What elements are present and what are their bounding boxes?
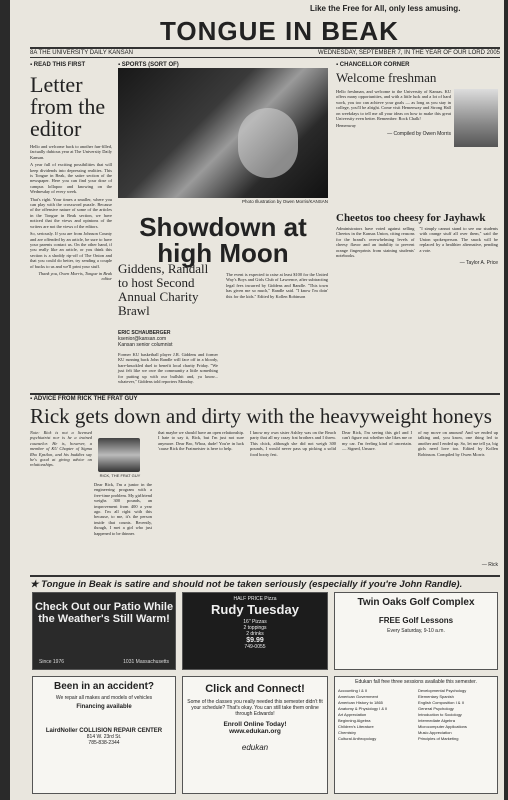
feature-photo — [118, 68, 328, 198]
letter-signature: Thank you, Owen Morris, Tongue in Beak editor — [38, 270, 112, 282]
feature-story — [118, 62, 328, 385]
patio-ad-address: 1031 Massachusetts — [123, 659, 169, 665]
masthead-title: TONGUE IN BEAK — [160, 16, 399, 46]
rick-signature: — Rick — [481, 562, 498, 568]
course-item: Beginning Algebra — [338, 718, 371, 723]
accident-ad-shop: LairdNoller COLLISION REPAIR CENTER — [45, 728, 163, 734]
chancellor-body: Hello freshman, and welcome to the University of Kansas. KU offers many opportunities, and with a little luck and a lot of hard work, you too can achieve your goals — as long as you stay in college, you'll be alright. Come visit Hemenway and Strong Hall on weekdays to tell me all your ideas on how to make this great University even better. Remember: Rock Chalk! — [336, 89, 451, 122]
rudy-ad-phone: 749-0055 — [244, 644, 266, 650]
dateline-right: WEDNESDAY, SEPTEMBER 7, IN THE YEAR OF OUR LORD 2005 — [318, 50, 500, 56]
ads-banner: ★ Tongue in Beak is satire and should not be taken seriously (especially if you're John Randle). — [30, 575, 500, 590]
course-item: Elementary Spanish — [418, 694, 454, 699]
course-item: Accounting I & II — [338, 688, 368, 693]
portrait-label: Hemenway — [336, 123, 356, 129]
rick-col-1: Dear Rick, I'm a junior in the engineering program with a free-time problem. My girlfriend weighs 300 pounds, an improvement from 400 a year ago. I'm all right with this because, to me, it's the person inside that counts. Recently, though, I met a girl who just happened to be thinner. — [94, 482, 152, 536]
course-list-ad — [334, 676, 498, 794]
golf-ad-title: Twin Oaks Golf Complex — [357, 597, 475, 608]
feature-headline: Showdown at high Moon — [139, 212, 307, 268]
patio-ad-title: Check Out our Patio While the Weather's Still Warm! — [34, 601, 174, 625]
rudy-ad-small: HALF PRICE Pizza — [233, 596, 277, 602]
course-list-header: Edukan fall free three sessions available this semester. — [355, 679, 477, 685]
rick-col-4: Dear Rick, I'm seeing this girl and I can't figure out whether she likes me or my car. I'm feeling kind of uncertain. — Signed, Unsure. — [342, 430, 412, 452]
chancellor-column — [336, 62, 498, 147]
rudy-ad[interactable] — [182, 592, 328, 670]
click-ad-logo: edukan — [241, 743, 269, 752]
byline-name: ERIC SCHAUBERGER — [118, 330, 171, 336]
course-item: Developmental Psychology — [418, 688, 467, 693]
click-ad-enroll: Enroll Online Today! — [223, 721, 287, 728]
letter-column — [30, 62, 112, 390]
letter-section-label: ▪ READ THIS FIRST — [30, 62, 86, 68]
player-silhouette — [238, 108, 298, 178]
course-item: American History to 1865 — [338, 700, 383, 705]
course-list — [335, 685, 497, 745]
accident-ad-financing: Financing available — [76, 704, 132, 710]
course-item: Children's Literature — [338, 724, 374, 729]
click-ad-url[interactable]: www.edukan.org — [229, 728, 281, 735]
rudy-ad-price: $9.99 — [246, 637, 264, 644]
feature-col-2: The event is expected to raise at least $100 for the United Way's Boys and Girls Club of Lawrence, after subtracting legal fees incurred by Giddens and Randle. "This town has given me so much," Randle said. "I know I'm doin' this for the kids." Edited by Kollen Robinson — [226, 272, 328, 299]
byline-desk: Kansan senior columnist — [118, 342, 173, 348]
feature-section-label: ▪ SPORTS (SORT OF) — [118, 62, 179, 68]
patio-ad-since: Since 1976 — [39, 659, 65, 665]
cheetos-title: Cheetos too cheesy for Jayhawk — [336, 212, 486, 224]
letter-title: Letter from the editor — [30, 72, 106, 141]
feature-subhead: Giddens, Randall to host Second Annual Charity Brawl — [118, 261, 209, 318]
rick-headline: Rick gets down and dirty with the heavyweight honeys — [30, 404, 492, 428]
chancellor-title: Welcome freshman — [336, 70, 437, 85]
course-item: Microcomputer Applications — [418, 724, 467, 729]
rick-intro: Note: Rick is not a licensed psychiatrist nor is he a trained counselor. He is, however, a member of KU Chapter of Sigma Rho Epsilon, and his buddies say he's good at giving advice on relationships. — [30, 430, 92, 468]
rudy-ad-title: Rudy Tuesday — [211, 602, 299, 617]
golf-ad[interactable] — [334, 592, 498, 670]
course-item: Music Appreciation — [418, 730, 452, 735]
rudy-ad-item: 16" Pizzas — [243, 619, 267, 625]
rick-photo — [98, 438, 140, 472]
cheetos-columns — [336, 226, 498, 258]
chancellor-portrait — [454, 89, 498, 147]
rick-col-2: that maybe we should have an open relationship. I hate to say it, Rick, but I'm just not sure anymore. Dear Bro, Whoa, dude! You're in luck 'cause Rick the Fratmeister is here to help. — [158, 430, 244, 452]
cheetos-col-2: "I simply cannot stand to see our students with orange stuff all over them," said the Union spokesperson. The snack will be replaced by a healthier alternative, pending a vote. — [419, 226, 498, 253]
course-item: Chemistry — [338, 730, 357, 735]
tagline: Like the Free for All, only less amusing. — [310, 4, 461, 13]
rick-col-3: I know my own sister Ashley was on the Beach party that all my crazy frat brothers and I threw. This chick, although she did not weigh 300 pounds, I would never pass up picking a solid food booty fest. — [250, 430, 336, 457]
course-item: Principles of Marketing — [418, 736, 459, 741]
rudy-ad-item: 2 toppings — [243, 625, 267, 631]
dateline — [30, 47, 500, 58]
accident-ad[interactable] — [32, 676, 176, 794]
click-ad-body: Some of the classes you really needed this semester didn't fit your schedule? That's okay. You can still take them online through Edwards! — [187, 699, 323, 717]
course-item: Intermediate Algebra — [418, 718, 455, 723]
click-connect-ad[interactable] — [182, 676, 328, 794]
golf-ad-detail: Every Saturday, 9-10 a.m. — [387, 628, 445, 634]
feature-col-1: Former KU basketball player J.R. Giddens and former KU running back John Randle will face off in a bloody, bare-knuckled duel to benefit local charity Friday. "We just felt like we owe the community a little something for putting up with our bullshit and, ya know... whatever," Giddens told reporters Monday. — [118, 352, 218, 385]
rick-photo-caption: RICK, THE FRAT GUY — [99, 473, 141, 478]
course-item: General Psychology — [418, 706, 454, 711]
photo-credit: Photo Illustration by Owen Morris/KANSAN — [241, 199, 328, 204]
letter-paragraph: That's right. Your times a smaller, where you can play with the crossword puzzle. Because of the offensive nature of some of the articles in the Tongue in Beak section, we have noticed that the views and opinions of the writers are not the views of the editors. — [30, 196, 112, 229]
letter-body — [30, 144, 112, 282]
click-ad-title: Click and Connect! — [205, 683, 305, 695]
dateline-left: 8A THE UNIVERSITY DAILY KANSAN — [30, 50, 133, 56]
accident-ad-title: Been in an accident? — [53, 681, 155, 692]
rudy-ad-item: 2 drinks — [246, 631, 264, 637]
letter-paragraph: So, seriously. If you are from Johnson County and are offended by an article, be sure to have your parents contact us. On the other hand, if you really like an article, or you think this section is a shoddy rip-off of The Onion and that you could do better, try sending a couple of bucks to us and we'll print your stuff. — [30, 231, 112, 269]
course-item: English Composition I & II — [418, 700, 464, 705]
accident-ad-line: We repair all makes and models of vehicles — [55, 695, 153, 701]
letter-paragraph: A year full of exciting possibilities that will keep dividends into depressing realities. This is Tongue in Beak, the satire section of the newspaper. Here you can find your dose of campus lollapoo and knowing on the Wednesday of every week. — [30, 162, 112, 195]
rick-section — [30, 393, 500, 432]
course-item: Introduction to Sociology — [418, 712, 462, 717]
letter-paragraph: Hello and welcome back to another fun-filled, factually dubious year at The University Daily Kansan. — [30, 144, 112, 160]
rick-col-5: of my move on amount! And we ended up talking and, you know, one thing led to another and I ended up. So, let me tell ya, big girls need love too. Edited by Kollen Robinson. Compiled by Owen Morris — [418, 430, 498, 457]
course-item: Art Appreciation — [338, 712, 367, 717]
byline-email: ksenior@kansan.com — [118, 336, 167, 342]
cheetos-col-1: Administrators have voted against selling Cheetos in the Kansas Union, citing reasons for the brand's overwhelming levels of cheesy flavor and an inability to prevent orange fingerprints from staining students' notebooks. — [336, 226, 415, 259]
accident-ad-phone: 785-838-2344 — [88, 740, 120, 746]
chancellor-signature: — Compiled by Owen Morris — [387, 130, 451, 137]
feature-byline — [118, 330, 210, 348]
cheetos-signature: — Taylor A. Price — [459, 260, 498, 267]
golf-ad-sub: FREE Golf Lessons — [378, 616, 454, 625]
chancellor-section-label: ▪ CHANCELLOR CORNER — [336, 62, 410, 68]
cheetos-story — [336, 212, 498, 266]
course-item: American Government — [338, 694, 379, 699]
rick-section-label: ▪ ADVICE FROM RICK THE FRAT GUY — [30, 396, 138, 402]
accident-ad-address: 814 W. 23rd St. — [86, 734, 122, 740]
patio-ad[interactable] — [32, 592, 176, 670]
course-item: Cultural Anthropology — [338, 736, 377, 741]
newspaper-page — [10, 0, 504, 800]
course-item: Anatomy & Physiology I & II — [338, 706, 388, 711]
